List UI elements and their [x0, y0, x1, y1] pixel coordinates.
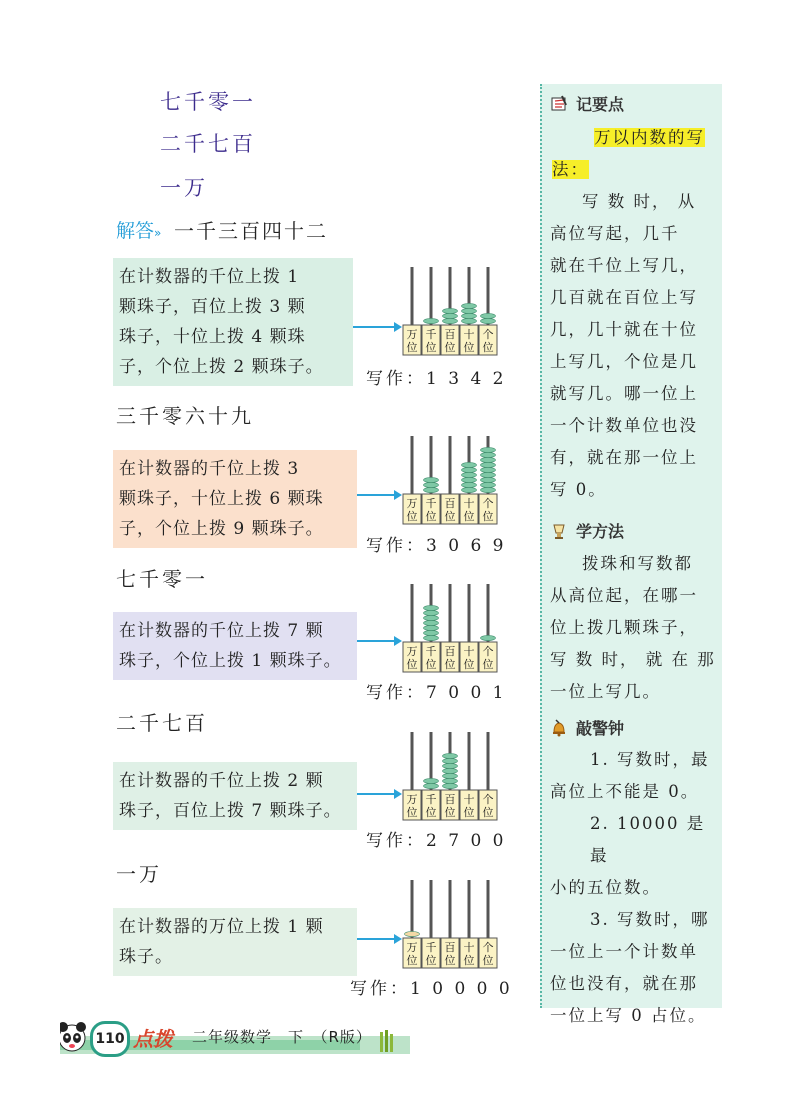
place-label-char: 位 — [425, 806, 437, 819]
abacus-bead — [481, 462, 496, 467]
pointer-arrow — [357, 793, 400, 795]
abacus-bead — [443, 758, 458, 763]
abacus-bead — [462, 462, 477, 467]
instruction-line: 在计数器的千位上拨 3 — [119, 459, 300, 479]
abacus-bead — [443, 753, 458, 758]
place-label-char: 位 — [444, 510, 456, 523]
abacus-rod — [411, 436, 414, 494]
place-label-char: 万 — [406, 328, 418, 341]
place-label-char: 位 — [482, 954, 494, 967]
top-line-3: 一万 — [160, 176, 208, 200]
method-body — [550, 548, 718, 708]
place-label-char: 位 — [425, 658, 437, 671]
abacus-bead — [462, 472, 477, 477]
pointer-arrow — [353, 326, 400, 328]
place-label-char: 百 — [444, 793, 456, 806]
place-label-char: 万 — [406, 497, 418, 510]
abacus-bead — [443, 768, 458, 773]
place-label-char: 位 — [482, 341, 494, 354]
pointer-arrow — [357, 494, 400, 496]
abacus-rod — [468, 732, 471, 790]
abacus-bead — [462, 308, 477, 313]
place-label-char: 位 — [482, 658, 494, 671]
abacus-bead — [443, 778, 458, 783]
warning-heading-text: 敲警钟 — [576, 719, 625, 738]
place-label-char: 位 — [444, 658, 456, 671]
abacus-bead — [443, 318, 458, 323]
sidebar-line: 一位上一个计数单 — [550, 942, 698, 961]
abacus-drawing — [402, 878, 498, 970]
abacus-rod — [430, 267, 433, 325]
place-label-char: 百 — [444, 328, 456, 341]
abacus-bead — [424, 620, 439, 625]
place-label-char: 位 — [482, 806, 494, 819]
sidebar-line: 从高位起，在哪一 — [550, 586, 698, 605]
abacus-bead — [424, 615, 439, 620]
place-label-char: 百 — [444, 645, 456, 658]
place-label-char: 百 — [444, 941, 456, 954]
abacus — [402, 730, 498, 822]
place-label-char: 位 — [444, 341, 456, 354]
abacus-bead — [443, 763, 458, 768]
key-points-highlight-1: 万以内数的写 — [594, 128, 705, 147]
brand-logo: 点拨 — [133, 1027, 173, 1051]
abacus-bead — [481, 487, 496, 492]
written-number: 写作：2 7 0 0 — [366, 831, 507, 851]
key-points-lines — [550, 186, 718, 506]
sidebar-line: 2. 10000 是最 — [590, 814, 706, 865]
place-label-char: 位 — [406, 510, 418, 523]
abacus-bead — [443, 308, 458, 313]
pointer-arrow — [357, 640, 400, 642]
abacus-bead — [481, 467, 496, 472]
answer-label — [116, 216, 161, 243]
place-label-char: 个 — [482, 941, 494, 954]
place-label-char: 千 — [425, 328, 437, 341]
panda-mascot-icon — [60, 1022, 86, 1051]
instruction-line: 颗珠子，百位上拨 3 颗 — [119, 297, 306, 317]
place-label-char: 位 — [463, 341, 475, 354]
written-number: 写作：1 3 4 2 — [366, 369, 507, 389]
abacus-drawing — [402, 434, 498, 526]
instruction-box — [113, 612, 357, 680]
written-number: 写作：3 0 6 9 — [366, 536, 507, 556]
sidebar-line: 一位上写几。 — [550, 682, 661, 701]
abacus-bead — [462, 487, 477, 492]
place-label-char: 个 — [482, 793, 494, 806]
abacus-bead — [481, 457, 496, 462]
place-label-char: 千 — [425, 793, 437, 806]
instruction-line: 子，个位上拨 2 颗珠子。 — [119, 357, 324, 377]
place-label-char: 百 — [444, 497, 456, 510]
sidebar-line: 1. 写数时，最 — [590, 750, 710, 769]
abacus-rod — [487, 584, 490, 642]
place-label-char: 十 — [463, 497, 475, 510]
notebook-icon — [550, 95, 568, 113]
instruction-line: 珠子。 — [119, 947, 173, 967]
abacus-bead — [424, 605, 439, 610]
instruction-line: 珠子，个位上拨 1 颗珠子。 — [119, 651, 342, 671]
abacus-bead — [481, 452, 496, 457]
pointer-arrow — [357, 938, 400, 940]
instruction-box — [113, 762, 357, 830]
place-label-char: 位 — [406, 806, 418, 819]
abacus-bead — [443, 783, 458, 788]
lamp-icon — [550, 522, 568, 540]
abacus-bead — [462, 313, 477, 318]
place-label-char: 万 — [406, 645, 418, 658]
place-label-char: 位 — [444, 806, 456, 819]
abacus-bead — [424, 783, 439, 788]
abacus-bead — [424, 487, 439, 492]
example-title: 一万 — [116, 862, 162, 886]
method-heading — [550, 519, 624, 542]
key-points-highlight-2: 法： — [552, 160, 589, 179]
abacus-bead — [424, 778, 439, 783]
abacus-bead — [481, 477, 496, 482]
sidebar-line: 高位上不能是 0。 — [550, 782, 700, 801]
page-number: 110 — [90, 1021, 130, 1057]
abacus-bead — [424, 630, 439, 635]
instruction-line: 在计数器的万位上拨 1 颗 — [119, 917, 324, 937]
sidebar-line: 上写几，个位是几 — [550, 352, 698, 371]
place-label-char: 位 — [406, 341, 418, 354]
sidebar-line: 3. 写数时，哪 — [590, 910, 710, 929]
abacus-rod — [449, 436, 452, 494]
abacus-bead — [424, 477, 439, 482]
instruction-box — [113, 450, 357, 548]
sidebar-line: 有，就在那一位上 — [550, 448, 698, 467]
sidebar-line: 写 数 时， 从 — [582, 192, 697, 211]
place-label-char: 万 — [406, 793, 418, 806]
place-label-char: 位 — [463, 658, 475, 671]
abacus-bead — [481, 313, 496, 318]
abacus-drawing — [402, 582, 498, 674]
answer-chevron: » — [154, 226, 162, 240]
sidebar-line: 小的五位数。 — [550, 878, 661, 897]
place-label-char: 个 — [482, 328, 494, 341]
abacus-bead — [462, 318, 477, 323]
abacus-bead — [424, 635, 439, 640]
abacus-bead — [405, 931, 420, 936]
place-label-char: 位 — [444, 954, 456, 967]
place-label-char: 位 — [425, 341, 437, 354]
abacus-rod — [411, 880, 414, 938]
abacus-bead — [424, 610, 439, 615]
method-heading-text: 学方法 — [576, 522, 625, 541]
abacus-bead — [443, 313, 458, 318]
abacus-bead — [481, 482, 496, 487]
sidebar-line: 位上拨几颗珠子， — [550, 618, 698, 637]
place-label-char: 个 — [482, 497, 494, 510]
place-label-char: 位 — [463, 510, 475, 523]
place-label-char: 十 — [463, 941, 475, 954]
example-title: 三千零六十九 — [116, 404, 254, 428]
top-line-1: 七千零一 — [160, 90, 256, 114]
abacus-rod — [411, 584, 414, 642]
answer-label-text: 解答 — [116, 220, 155, 242]
grade-label: 二年级数学 下 （R版） — [192, 1028, 372, 1046]
abacus-bead — [424, 318, 439, 323]
instruction-line: 子，个位上拨 9 颗珠子。 — [119, 519, 324, 539]
key-points-heading — [550, 92, 624, 115]
abacus-rod — [411, 732, 414, 790]
abacus — [402, 878, 498, 970]
instruction-box — [113, 908, 357, 976]
top-line-2: 二千七百 — [160, 132, 256, 156]
place-label-char: 位 — [406, 954, 418, 967]
abacus-rod — [487, 732, 490, 790]
abacus-bead — [462, 467, 477, 472]
abacus-rod — [449, 880, 452, 938]
abacus-rod — [468, 584, 471, 642]
sidebar-line: 写 0。 — [550, 480, 607, 499]
abacus — [402, 582, 498, 674]
instruction-box — [113, 258, 353, 386]
place-label-char: 万 — [406, 941, 418, 954]
example-title: 二千七百 — [116, 711, 208, 735]
instruction-line: 珠子，十位上拨 4 颗珠 — [119, 327, 306, 347]
instruction-line: 颗珠子，十位上拨 6 颗珠 — [119, 489, 324, 509]
instruction-line: 在计数器的千位上拨 2 颗 — [119, 771, 324, 791]
place-label-char: 位 — [425, 510, 437, 523]
abacus-rod — [411, 267, 414, 325]
sidebar-line: 就在千位上写几， — [550, 256, 698, 275]
abacus — [402, 265, 498, 357]
sidebar-line: 一个计数单位也没 — [550, 416, 698, 435]
sidebar-line: 一位上写 0 占位。 — [550, 1006, 707, 1025]
instruction-line: 珠子，百位上拨 7 颗珠子。 — [119, 801, 342, 821]
sidebar-line: 几，几十就在十位 — [550, 320, 698, 339]
place-label-char: 十 — [463, 645, 475, 658]
abacus — [402, 434, 498, 526]
abacus-drawing — [402, 265, 498, 357]
abacus-rod — [449, 584, 452, 642]
place-label-char: 千 — [425, 645, 437, 658]
place-label-char: 位 — [463, 806, 475, 819]
bell-icon — [550, 719, 568, 737]
written-number: 写作：1 0 0 0 0 — [350, 979, 513, 999]
example-title: 七千零一 — [116, 567, 208, 591]
abacus-rod — [487, 880, 490, 938]
abacus-bead — [481, 472, 496, 477]
place-label-char: 个 — [482, 645, 494, 658]
warning-body — [550, 744, 718, 1032]
place-label-char: 十 — [463, 328, 475, 341]
place-label-char: 千 — [425, 497, 437, 510]
sidebar-line: 拨珠和写数都 — [582, 554, 693, 573]
instruction-line: 在计数器的千位上拨 1 — [119, 267, 300, 287]
place-label-char: 位 — [425, 954, 437, 967]
abacus-bead — [462, 303, 477, 308]
place-label-char: 十 — [463, 793, 475, 806]
abacus-rod — [430, 880, 433, 938]
key-points-heading-text: 记要点 — [576, 95, 625, 114]
abacus-bead — [462, 482, 477, 487]
abacus-rod — [468, 880, 471, 938]
key-points-body — [550, 122, 718, 506]
written-number: 写作：7 0 0 1 — [366, 683, 507, 703]
abacus-bead — [462, 477, 477, 482]
abacus-drawing — [402, 730, 498, 822]
place-label-char: 位 — [482, 510, 494, 523]
abacus-bead — [481, 635, 496, 640]
place-label-char: 千 — [425, 941, 437, 954]
sidebar-line: 写 数 时， 就 在 那 — [550, 650, 716, 669]
instruction-line: 在计数器的千位上拨 7 颗 — [119, 621, 324, 641]
abacus-bead — [424, 625, 439, 630]
sidebar-line: 高位写起，几千 — [550, 224, 680, 243]
sidebar-line: 就写几。哪一位上 — [550, 384, 698, 403]
abacus-bead — [424, 482, 439, 487]
place-label-char: 位 — [463, 954, 475, 967]
abacus-bead — [481, 447, 496, 452]
bamboo-icon — [380, 1030, 393, 1052]
sidebar-line: 位也没有，就在那 — [550, 974, 698, 993]
answer-text: 一千三百四十二 — [174, 219, 328, 243]
abacus-bead — [481, 318, 496, 323]
abacus-bead — [443, 773, 458, 778]
sidebar-line: 几百就在百位上写 — [550, 288, 698, 307]
place-label-char: 位 — [406, 658, 418, 671]
warning-heading — [550, 716, 624, 739]
